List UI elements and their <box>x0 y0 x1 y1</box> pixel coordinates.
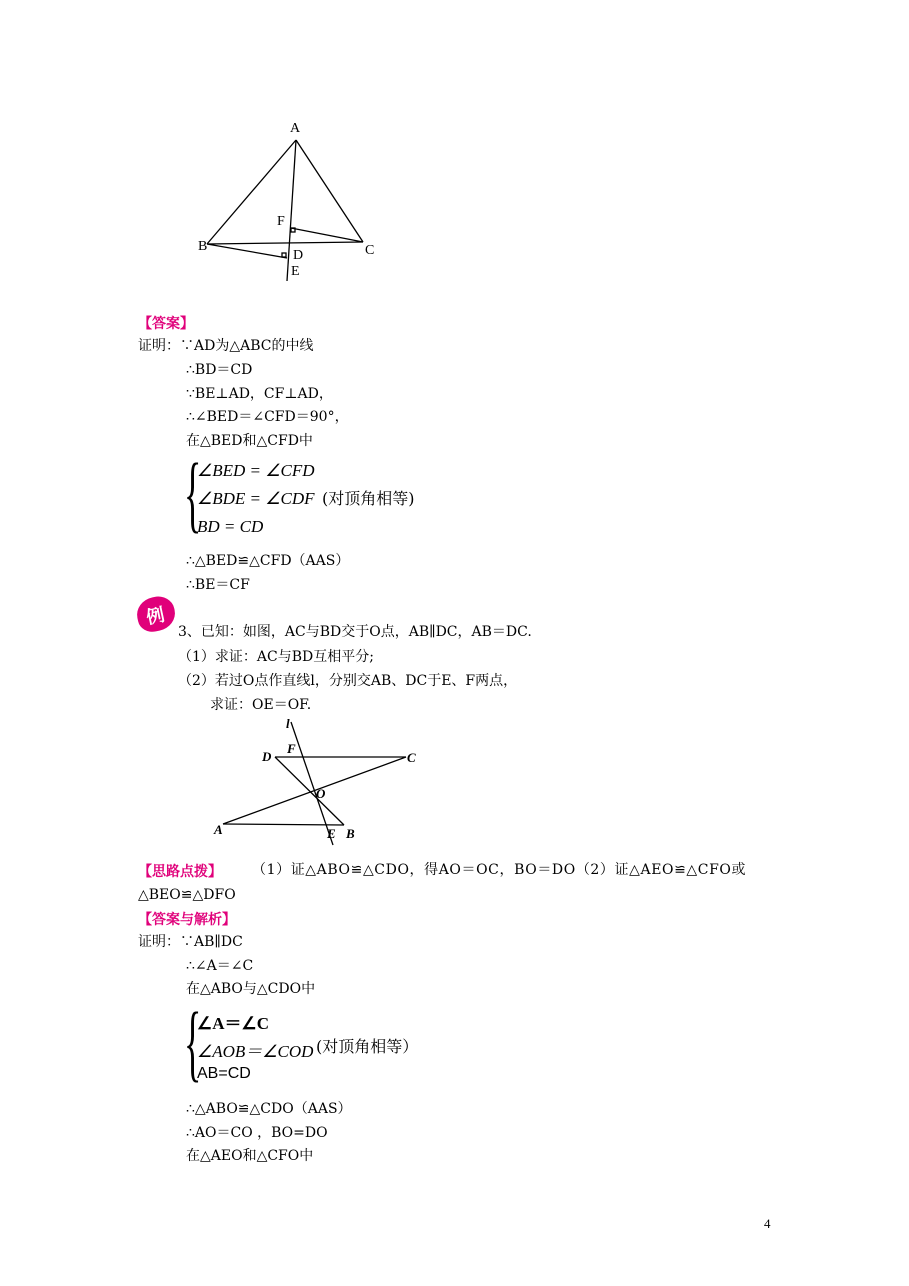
system-brace-1: { <box>184 445 202 541</box>
proof-line-5: 在△BED和△CFD中 <box>186 433 313 449</box>
page-number: 4 <box>764 1216 771 1231</box>
system1-eq-3: BD = CD <box>197 517 264 536</box>
label-l: l <box>286 716 290 731</box>
proof-line-1: 证明：∵AD为△ABC的中线 <box>138 338 314 354</box>
conclusion2-line-2: ∴AO＝CO ，BO=DO <box>186 1125 328 1141</box>
label-d: D <box>262 749 272 764</box>
proof2-line-1: 证明：∵AB∥DC <box>138 934 243 950</box>
answer-header: 【答案】 <box>138 316 194 332</box>
label-d: D <box>293 248 304 263</box>
conclusion-line-1: ∴△BED≌△CFD（AAS） <box>186 553 350 569</box>
proof-line-2: ∴BD＝CD <box>186 362 253 378</box>
figure-triangle-abc <box>195 118 390 288</box>
system-brace-2: { <box>184 994 202 1090</box>
label-a: A <box>214 822 223 837</box>
system1-eq-2: ∠BDE = ∠CDF <box>197 489 315 508</box>
label-a: A <box>290 121 301 136</box>
segment-be <box>207 244 287 258</box>
right-angle-mark-e <box>282 253 286 257</box>
segment-db <box>275 757 344 825</box>
proof2-line-3: 在△ABO与△CDO中 <box>186 981 316 997</box>
system2-eq-3: AB=CD <box>197 1065 251 1082</box>
conclusion-line-2: ∴BE＝CF <box>186 577 250 593</box>
label-f: F <box>277 214 285 229</box>
system1-note: (对顶角相等) <box>322 489 415 508</box>
hint-line-2: △BEO≌△DFO <box>138 887 236 903</box>
label-e: E <box>291 264 300 279</box>
system1-eq-1: ∠BED = ∠CFD <box>197 461 315 480</box>
label-o: O <box>316 786 326 801</box>
hint-header: 【思路点拨】 <box>138 864 222 880</box>
label-b: B <box>346 826 355 841</box>
example-line-3: （2）若过O点作直线l，分别交AB、DC于E、F两点， <box>178 673 518 689</box>
segment-cf <box>291 228 363 242</box>
example-line-4: 求证：OE＝OF. <box>210 697 312 713</box>
system2-eq-2: ∠AOB＝∠COD <box>197 1042 314 1061</box>
proof2-line-2: ∴∠A＝∠C <box>186 958 254 974</box>
system2-eq-1: ∠A＝∠C <box>197 1014 270 1033</box>
figure-line-l <box>210 712 425 847</box>
label-c: C <box>365 243 375 258</box>
proof-line-3: ∵BE⊥AD，CF⊥AD， <box>186 386 333 402</box>
hint-line-1: （1）证△ABO≌△CDO，得AO＝OC，BO＝DO（2）证△AEO≌△CFO或 <box>252 862 747 878</box>
example-line-2: （1）求证：AC与BD互相平分; <box>178 649 374 665</box>
label-b: B <box>198 239 208 254</box>
segment-bc <box>207 242 363 244</box>
proof-line-4: ∴∠BED＝∠CFD＝90°， <box>186 409 349 425</box>
system2-note: (对顶角相等） <box>316 1037 419 1056</box>
segment-ac <box>296 140 363 242</box>
example-badge <box>134 593 178 634</box>
right-angle-mark-f <box>291 228 295 232</box>
conclusion2-line-3: 在△AEO和△CFO中 <box>186 1148 314 1164</box>
example-badge-label: 例 <box>144 604 167 629</box>
example-line-1: 3、已知：如图，AC与BD交于O点，AB∥DC，AB＝DC. <box>178 624 532 640</box>
analysis-header: 【答案与解析】 <box>138 912 236 928</box>
label-c: C <box>407 750 416 765</box>
label-f: F <box>287 741 296 756</box>
label-e: E <box>327 826 336 841</box>
conclusion2-line-1: ∴△ABO≌△CDO（AAS） <box>186 1101 352 1117</box>
